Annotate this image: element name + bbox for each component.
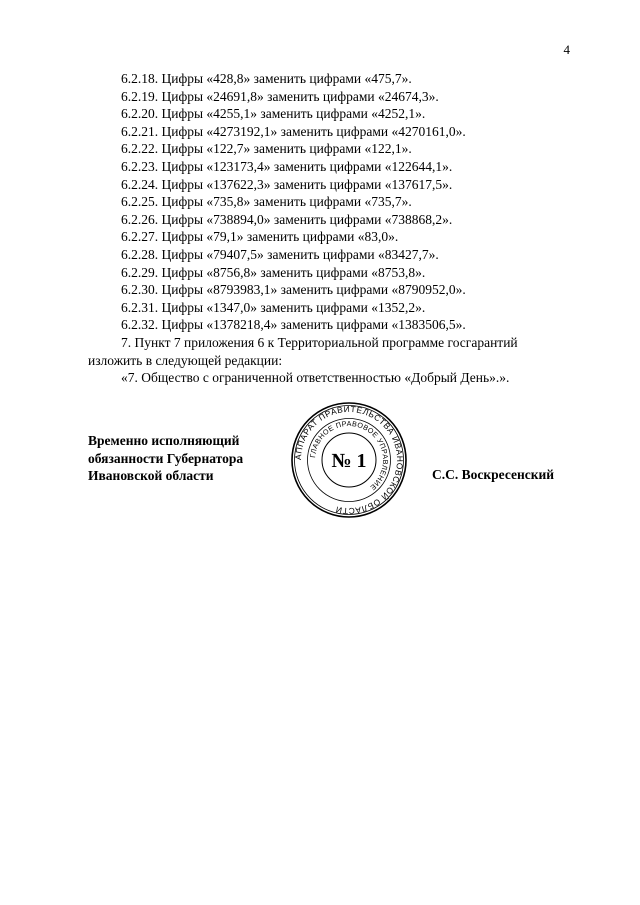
list-item: 6.2.28. Цифры «79407,5» заменить цифрами «83427,7». (121, 246, 439, 262)
list-item: 6.2.26. Цифры «738894,0» заменить цифрами «738868,2». (121, 211, 453, 227)
list-item: 6.2.21. Цифры «4273192,1» заменить цифрами «4270161,0». (121, 123, 466, 139)
paragraph-7-quote: «7. Общество с ограниченной ответственностью «Добрый День».». (121, 370, 510, 386)
seal-outer-text: АППАРАТ ПРАВИТЕЛЬСТВА ИВАНОВСКОЙ ОБЛАСТИ (292, 403, 406, 517)
paragraph-7-line-2: изложить в следующей редакции: (88, 352, 283, 368)
document-body (88, 70, 570, 387)
page-number: 4 (563, 42, 570, 57)
seal-inner-text: ГЛАВНОЕ ПРАВОВОЕ УПРАВЛЕНИЕ (308, 418, 391, 493)
signatory-title-line-3: Ивановской области (88, 468, 214, 484)
list-item: 6.2.25. Цифры «735,8» заменить цифрами «735,7». (121, 194, 412, 210)
list-item: 6.2.30. Цифры «8793983,1» заменить цифрами «8790952,0». (121, 282, 466, 298)
list-item: 6.2.18. Цифры «428,8» заменить цифрами «475,7». (121, 71, 412, 86)
list-item: 6.2.23. Цифры «123173,4» заменить цифрами «122644,1». (121, 158, 453, 174)
list-item: 6.2.27. Цифры «79,1» заменить цифрами «83,0». (121, 229, 399, 245)
signatory-title-line-2: обязанности Губернатора (88, 450, 244, 466)
signatory-title (88, 432, 243, 485)
list-item: 6.2.24. Цифры «137622,3» заменить цифрами «137617,5». (121, 176, 453, 192)
list-item: 6.2.29. Цифры «8756,8» заменить цифрами «8753,8». (121, 264, 426, 280)
official-seal (289, 400, 409, 520)
seal-center-text: № 1 (331, 450, 367, 472)
list-item: 6.2.20. Цифры «4255,1» заменить цифрами «4252,1». (121, 106, 426, 122)
list-item: 6.2.31. Цифры «1347,0» заменить цифрами «1352,2». (121, 299, 426, 315)
signatory-title-line-1: Временно исполняющий (88, 433, 240, 448)
list-item: 6.2.19. Цифры «24691,8» заменить цифрами «24674,3». (121, 88, 439, 104)
list-item: 6.2.22. Цифры «122,7» заменить цифрами «122,1». (121, 141, 412, 157)
paragraph-7-line-1: 7. Пункт 7 приложения 6 к Территориальной программе госгарантий (121, 334, 518, 350)
list-item: 6.2.32. Цифры «1378218,4» заменить цифрами «1383506,5». (121, 317, 466, 333)
signatory-name: С.С. Воскресенский (432, 467, 555, 482)
